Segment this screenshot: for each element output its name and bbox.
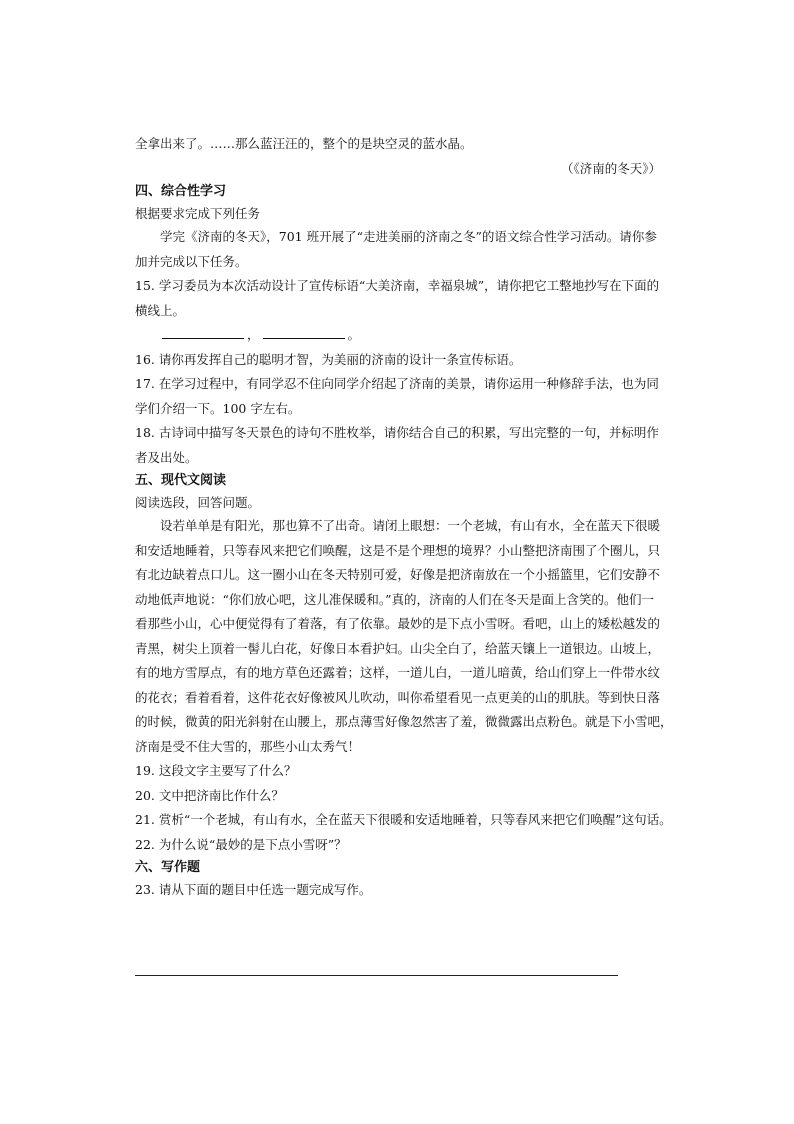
- reading-passage-line-9: 的时候，微黄的阳光斜射在山腰上，那点薄雪好像忽然害了羞，微微露出点粉色。就是下小雪吧，: [135, 714, 673, 729]
- question-15-line-1: 15. 学习委员为本次活动设计了宣传标语“大美济南，幸福泉城”，请你把它工整地抄写在下面的: [135, 278, 660, 293]
- section-heading-6: 六、写作题: [135, 860, 201, 875]
- section-heading-5: 五、现代文阅读: [135, 473, 227, 488]
- horizontal-divider: [135, 975, 618, 976]
- answer-blank-1[interactable]: [162, 324, 244, 339]
- reading-passage-line-4: 动地低声地说：“你们放心吧，这儿准保暖和。”真的，济南的人们在冬天是面上含笑的。他们一: [135, 591, 655, 607]
- question-23: 23. 请从下面的题目中任选一题完成写作。: [135, 882, 372, 897]
- blank-separator: ，: [247, 327, 260, 342]
- question-18-line-2: 者及出处。: [135, 449, 198, 465]
- question-19: 19. 这段文字主要写了什么？: [135, 763, 297, 778]
- question-15-answer-blanks: [135, 323, 667, 348]
- question-18-line-1: 18. 古诗词中描写冬天景色的诗句不胜枚举，请你结合自己的积累，写出完整的一句，并标明作: [135, 425, 659, 440]
- passage-source: （《济南的冬天》）: [560, 160, 661, 176]
- reading-passage-line-3: 有北边缺着点口儿。这一圈小山在冬天特别可爱，好像是把济南放在一个小摇篮里，它们安静不: [135, 567, 661, 582]
- question-17-line-2: 学们介绍一下。100 字左右。: [135, 400, 301, 416]
- reading-passage-line-10: 济南是受不住大雪的，那些小山太秀气！: [135, 738, 361, 754]
- reading-passage-line-5: 看那些小山，心中便觉得有了着落，有了依靠。最妙的是下点小雪呀。看吧，山上的矮松越发的: [135, 616, 661, 631]
- reading-passage-line-1: 设若单单是有阳光，那也算不了出奇。请闭上眼想：一个老城，有山有水，全在蓝天下很暖: [160, 518, 661, 533]
- passage-end-line: 全拿出来了。……那么蓝汪汪的，整个的是块空灵的蓝水晶。: [135, 136, 473, 151]
- question-16: 16. 请你再发挥自己的聪明才智，为美丽的济南的设计一条宣传标语。: [135, 351, 522, 367]
- reading-passage-line-6: 青黑，树尖上顶着一髻儿白花，好像日本看护妇。山尖全白了，给蓝天镶上一道银边。山坡上，: [135, 640, 661, 656]
- reading-passage-line-2: 和安适地睡着，只等春风来把它们唤醒，这是不是个理想的境界？小山整把济南围了个圈儿，只: [135, 542, 661, 558]
- activity-intro-line-1: 学完《济南的冬天》，701 班开展了“走进美丽的济南之冬”的语文综合性学习活动。请你参: [160, 229, 657, 244]
- question-15-line-2: 横线上。: [135, 302, 186, 318]
- question-21: 21. 赏析“一个老城，有山有水，全在蓝天下很暖和安适地睡着，只等春风来把它们唤醒”这句话。: [135, 812, 672, 827]
- question-17-line-1: 17. 在学习过程中，有同学忍不住向同学介绍起了济南的美景，请你运用一种修辞手法，也为同: [135, 376, 659, 391]
- activity-intro-line-2: 加并完成以下任务。: [135, 253, 248, 269]
- section-heading-4: 四、综合性学习: [135, 184, 227, 199]
- question-20: 20. 文中把济南比作什么？: [135, 787, 284, 803]
- reading-passage-line-8: 的花衣；看着看着，这件花衣好像被风儿吹动，叫你希望看见一点更美的山的肌肤。等到快日落: [135, 689, 661, 705]
- document-content: [135, 132, 673, 901]
- section-instruction-5: 阅读选段，回答问题。: [135, 495, 261, 510]
- question-22: 22. 为什么说“最妙的是下点小雪呀”？: [135, 836, 347, 852]
- section-instruction-4: 根据要求完成下列任务: [135, 206, 261, 221]
- reading-passage-line-7: 有的地方雪厚点，有的地方草色还露着；这样，一道儿白，一道儿暗黄，给山们穿上一件带水纹: [135, 665, 661, 680]
- blank-end-mark: 。: [347, 327, 361, 342]
- answer-blank-2[interactable]: [263, 324, 345, 339]
